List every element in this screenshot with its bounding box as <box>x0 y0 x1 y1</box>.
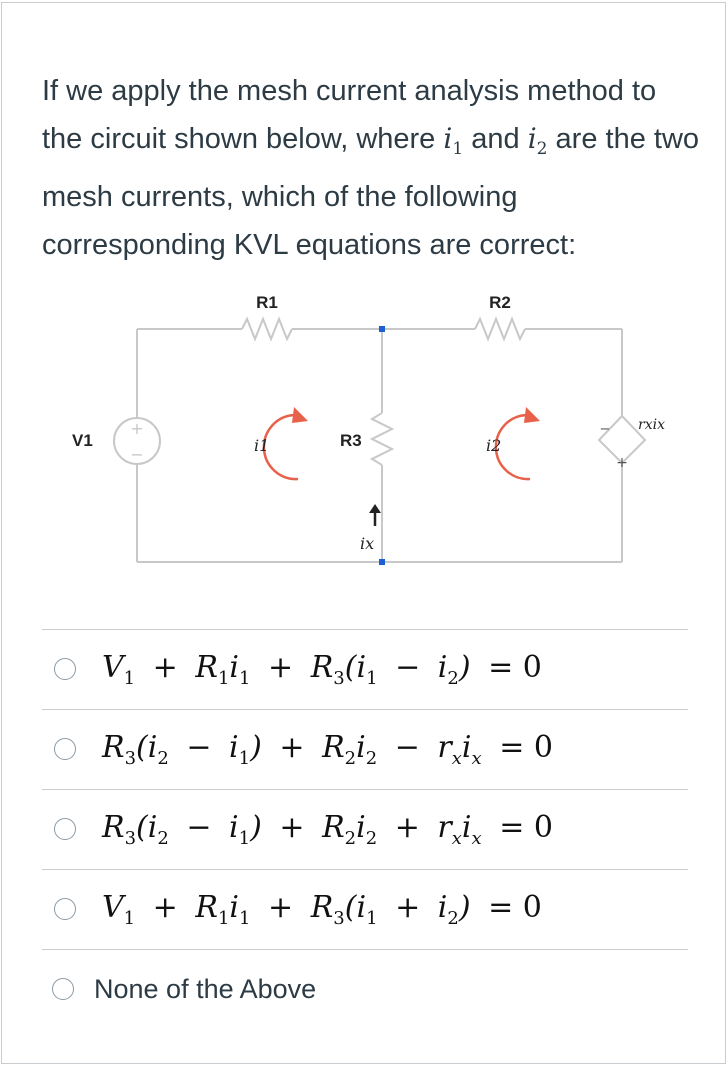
question-card <box>1 2 726 1064</box>
answer-option-4[interactable] <box>42 869 688 949</box>
ix-arrowhead-icon <box>369 504 381 513</box>
equation-4: $V_1 + R_1i_1 + R_3(i_1 + i_2) = 0$ <box>102 890 542 929</box>
equation-2: $R_3(i_2 - i_1) + R_2i_2 - r_xi_x = 0$ <box>102 730 553 769</box>
none-of-the-above-label: None of the Above <box>94 974 317 1004</box>
answer-list <box>42 629 688 1029</box>
question-part2: are the two mesh currents, which of the following corresponding KVL equations are correct: <box>42 123 700 261</box>
r1-resistor <box>242 319 292 339</box>
r3-resistor <box>372 413 392 465</box>
radio-button[interactable] <box>54 898 76 920</box>
math-i2: $i_2$ <box>527 122 548 159</box>
ix-label: ix <box>360 534 375 553</box>
circuit-diagram <box>42 283 692 613</box>
radio-button[interactable] <box>54 738 76 760</box>
r1-label: R1 <box>256 293 278 312</box>
node-bottom <box>379 559 385 565</box>
radio-button[interactable] <box>54 818 76 840</box>
answer-option-3[interactable] <box>42 789 688 869</box>
answer-option-1[interactable] <box>42 629 688 709</box>
answer-option-5[interactable] <box>42 949 688 1029</box>
mesh1-label: i1 <box>254 436 270 455</box>
dep-plus: + <box>616 455 628 471</box>
v1-label: V1 <box>72 431 93 450</box>
r2-resistor <box>475 319 525 339</box>
source-label: rxix <box>638 417 665 433</box>
answer-option-2[interactable] <box>42 709 688 789</box>
radio-button[interactable] <box>52 978 74 1000</box>
dep-minus: − <box>599 422 611 437</box>
mesh1-arrowhead-icon <box>292 407 308 423</box>
question-part1: If we apply the mesh current analysis method to the circuit shown below, where <box>42 75 657 155</box>
equation-3: $R_3(i_2 - i_1) + R_2i_2 + r_xi_x = 0$ <box>102 810 553 849</box>
question-and: and <box>471 123 520 155</box>
equation-1: $V_1 + R_1i_1 + R_3(i_1 - i_2) = 0$ <box>102 650 542 689</box>
node-top <box>379 326 385 332</box>
v1-minus: − <box>130 445 144 464</box>
mesh2-arrowhead-icon <box>524 407 540 423</box>
r3-label: R3 <box>340 431 362 450</box>
radio-button[interactable] <box>54 658 76 680</box>
v1-plus: + <box>130 419 144 438</box>
math-i1: $i_1$ <box>443 122 464 159</box>
r2-label: R2 <box>489 293 511 312</box>
question-text <box>42 67 702 269</box>
mesh2-label: i2 <box>486 436 502 455</box>
